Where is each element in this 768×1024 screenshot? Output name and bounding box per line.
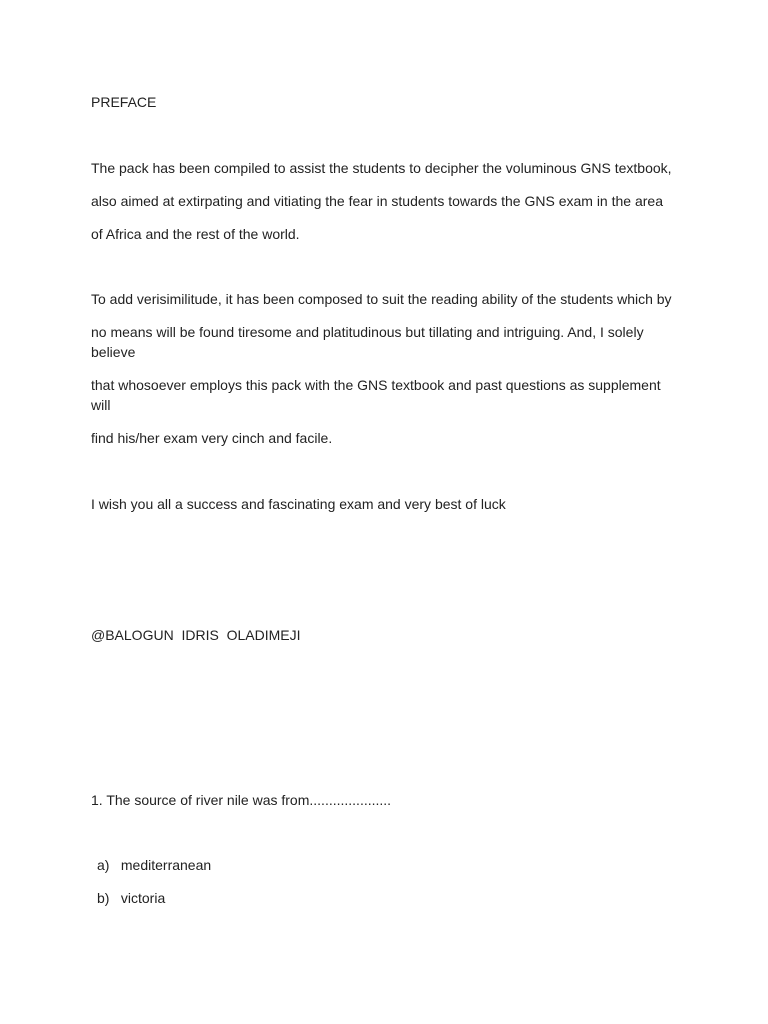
option-a	[97, 855, 211, 875]
preface-title: PREFACE	[91, 94, 157, 110]
option-b-text: victoria	[120, 890, 166, 906]
question-1: 1. The source of river nile was from.....................	[91, 792, 392, 808]
paragraph2-line1: To add verisimilitude, it has been composed to suit the reading ability of the students which by	[91, 291, 672, 307]
paragraph2-line4: find his/her exam very cinch and facile.	[91, 430, 333, 446]
paragraph2-line2: no means will be found tiresome and platitudinous but tillating and intriguing. And, I solely believe	[91, 324, 644, 360]
paragraph1-line2: also aimed at extirpating and vitiating the fear in students towards the GNS exam in the area	[91, 193, 663, 209]
closing-line: I wish you all a success and fascinating exam and very best of luck	[91, 496, 506, 512]
paragraph2-line3: that whosoever employs this pack with the GNS textbook and past questions as supplement will	[91, 377, 661, 413]
paragraph1-line3: of Africa and the rest of the world.	[91, 226, 300, 242]
option-a-text: mediterranean	[120, 857, 212, 873]
option-b	[97, 888, 165, 908]
paragraph1-line1: The pack has been compiled to assist the students to decipher the voluminous GNS textbook,	[91, 160, 672, 176]
option-a-label: a)	[97, 857, 110, 873]
author-signature: @BALOGUN IDRIS OLADIMEJI	[91, 627, 301, 643]
option-b-label: b)	[97, 890, 110, 906]
